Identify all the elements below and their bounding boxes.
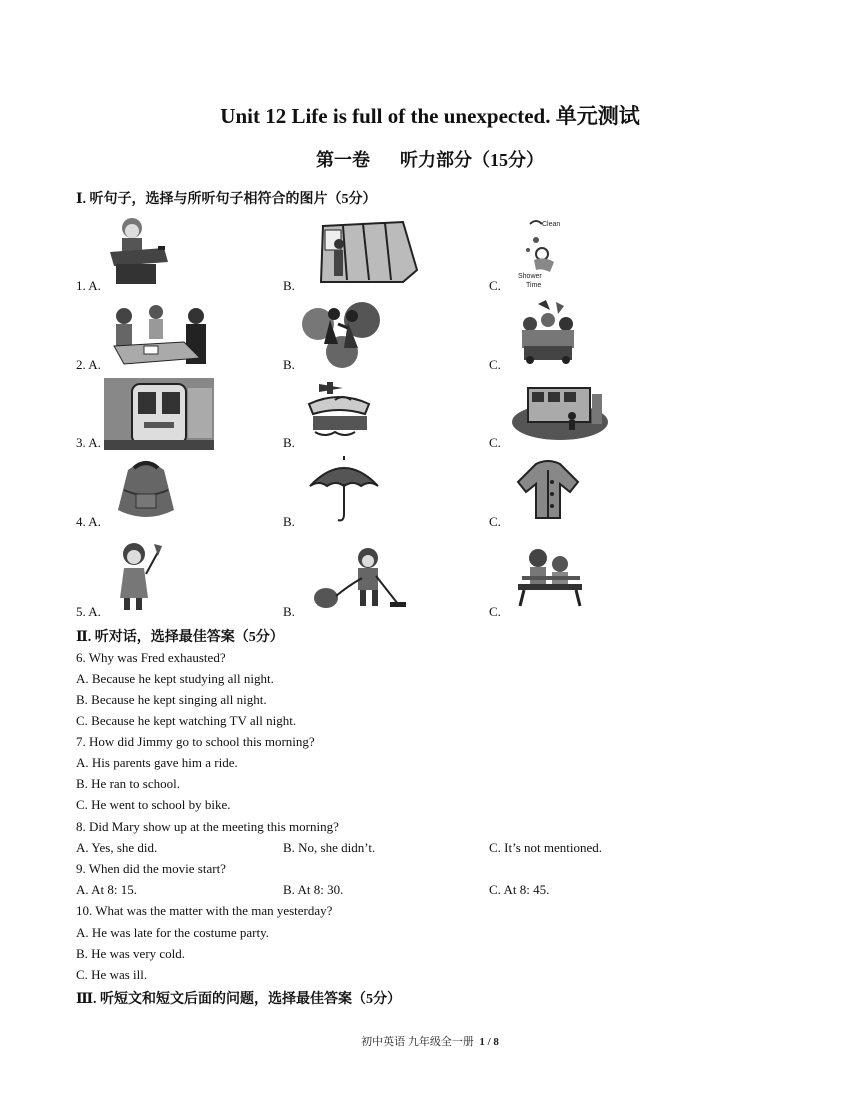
q3-option-c: C. bbox=[489, 435, 501, 450]
q9-option-c: C. At 8: 45. bbox=[489, 882, 550, 897]
couple-dancing-picture bbox=[300, 300, 384, 370]
section-2-heading: Ⅱ. 听对话，选择最佳答案（5分） bbox=[76, 630, 284, 645]
q10-option-b: B. He was very cold. bbox=[76, 946, 186, 961]
q7-option-c: C. He went to school by bike. bbox=[76, 797, 231, 812]
q4-option-a: 4. A. bbox=[76, 514, 101, 529]
section-1-heading: Ⅰ. 听句子，选择与所听句子相符合的图片（5分） bbox=[76, 192, 377, 207]
umbrella-picture bbox=[308, 456, 380, 524]
bus-at-stop-picture bbox=[512, 382, 610, 442]
shower-text: Shower bbox=[518, 273, 542, 280]
question-6: 6. Why was Fred exhausted? bbox=[76, 650, 226, 665]
question-8: 8. Did Mary show up at the meeting this morning? bbox=[76, 819, 339, 834]
q7-option-b: B. He ran to school. bbox=[76, 776, 180, 791]
page-footer bbox=[0, 1033, 860, 1049]
q3-option-a: 3. A. bbox=[76, 435, 101, 450]
q2-option-c: C. bbox=[489, 357, 501, 372]
q6-option-c: C. Because he kept watching TV all night. bbox=[76, 713, 297, 728]
people-at-meeting-table-picture bbox=[104, 302, 216, 370]
q4-option-b: B. bbox=[283, 514, 295, 529]
woman-boarding-train-picture bbox=[303, 220, 419, 286]
q5-option-b: B. bbox=[283, 604, 295, 619]
page-number: 1 / 8 bbox=[479, 1036, 499, 1048]
q10-option-c: C. He was ill. bbox=[76, 967, 148, 982]
q5-option-c: C. bbox=[489, 604, 501, 619]
q8-option-a: A. Yes, she did. bbox=[76, 840, 158, 855]
q4-option-c: C. bbox=[489, 514, 501, 529]
people-at-party-picture bbox=[516, 300, 580, 366]
subway-train-front-picture bbox=[104, 378, 214, 450]
q1-option-b: B. bbox=[283, 278, 295, 293]
time-text: Time bbox=[526, 282, 542, 289]
girl-at-desk-on-phone-picture bbox=[106, 214, 170, 288]
q6-option-a: A. Because he kept studying all night. bbox=[76, 671, 274, 686]
q5-option-a: 5. A. bbox=[76, 604, 101, 619]
question-9: 9. When did the movie start? bbox=[76, 861, 226, 876]
shower-time-sign-picture bbox=[512, 216, 570, 290]
q8-option-b: B. No, she didn’t. bbox=[283, 840, 376, 855]
q2-option-a: 2. A. bbox=[76, 357, 101, 372]
q10-option-a: A. He was late for the costume party. bbox=[76, 925, 270, 940]
q9-option-a: A. At 8: 15. bbox=[76, 882, 138, 897]
q1-option-a: 1. A. bbox=[76, 278, 101, 293]
document-title: Unit 12 Life is full of the unexpected. 单元测试 bbox=[220, 104, 640, 128]
q8-option-c: C. It’s not mentioned. bbox=[489, 840, 603, 855]
part-heading bbox=[0, 146, 860, 172]
q7-option-a: A. His parents gave him a ride. bbox=[76, 755, 238, 770]
q9-option-b: B. At 8: 30. bbox=[283, 882, 344, 897]
raincoat-picture bbox=[510, 460, 586, 524]
children-on-bench-picture bbox=[514, 546, 586, 610]
q2-option-b: B. bbox=[283, 357, 295, 372]
part-label: 第一卷 bbox=[316, 150, 370, 170]
footer-text: 初中英语 九年级全一册 bbox=[361, 1036, 474, 1048]
question-7: 7. How did Jimmy go to school this morning? bbox=[76, 734, 315, 749]
airplane-and-ferry-picture bbox=[305, 376, 375, 442]
boy-vacuuming-picture bbox=[312, 546, 408, 612]
clean-text: Clean bbox=[542, 221, 561, 228]
q1-option-c: C. bbox=[489, 278, 501, 293]
girl-holding-duster-picture bbox=[114, 540, 166, 614]
q6-option-b: B. Because he kept singing all night. bbox=[76, 692, 267, 707]
section-3-heading: Ⅲ. 听短文和短文后面的问题，选择最佳答案（5分） bbox=[76, 992, 402, 1007]
backpack-picture bbox=[106, 460, 186, 522]
part-name: 听力部分（15分） bbox=[400, 150, 544, 170]
q3-option-b: B. bbox=[283, 435, 295, 450]
question-10: 10. What was the matter with the man yesterday? bbox=[76, 903, 333, 918]
